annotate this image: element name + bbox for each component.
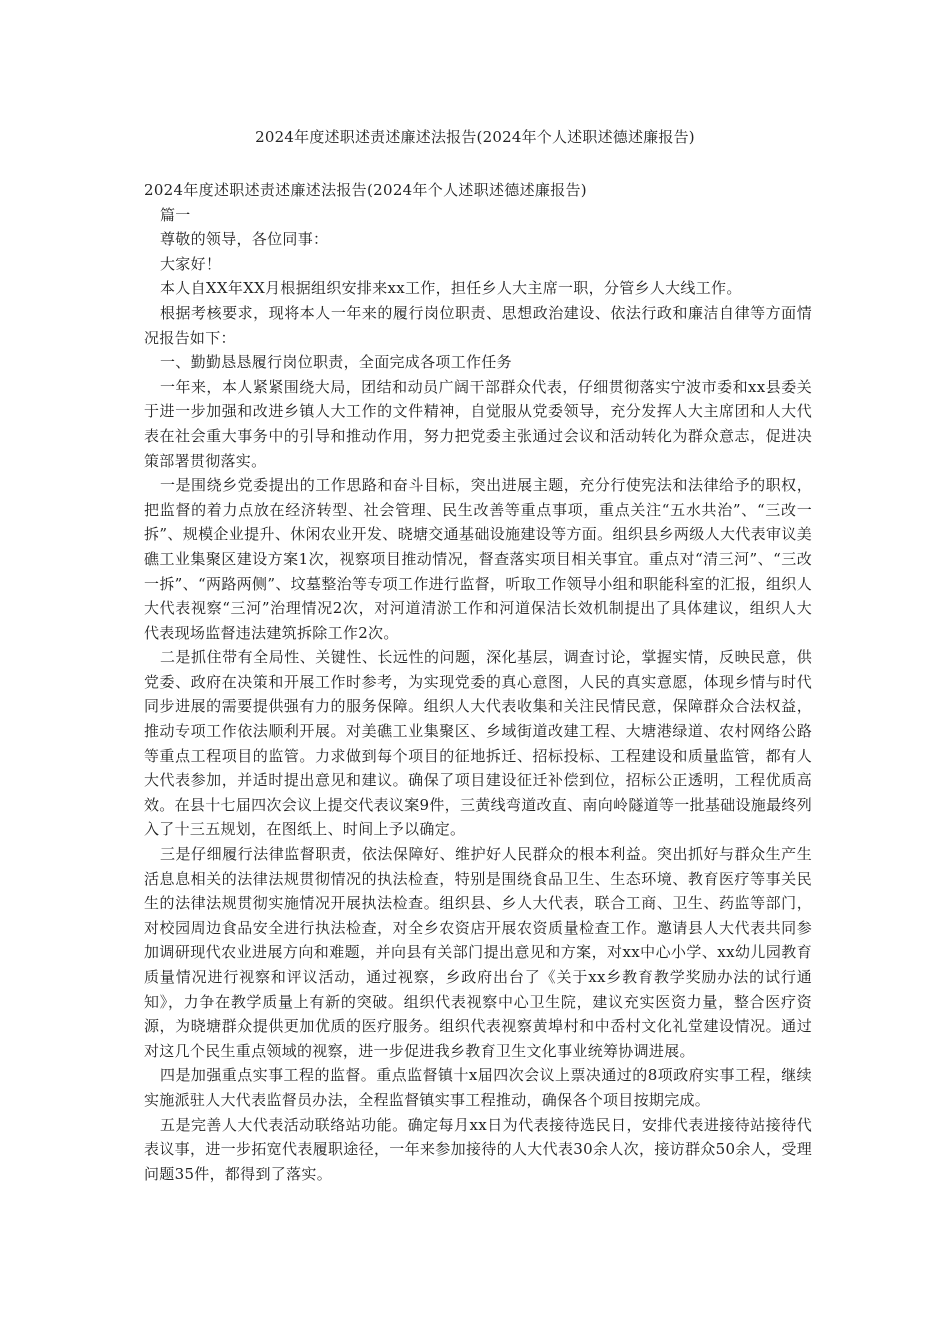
document-title: 2024年度述职述责述廉述法报告(2024年个人述职述德述廉报告) bbox=[255, 128, 695, 146]
paragraph-section-label: 篇一 bbox=[160, 205, 191, 224]
paragraph-point-five: 五是完善人大代表活动联络站功能。确定每月xx日为代表接待选民日，安排代表进接待站接待代表议事，进一步拓宽代表履职途径，一年来参加接待的人大代表30余人次，接访群众50余人，受理问题35件，都得到了落实。 bbox=[144, 1115, 812, 1183]
document-body bbox=[144, 178, 812, 1186]
paragraph-greeting: 大家好！ bbox=[160, 254, 222, 273]
paragraph-heading-one: 一、勤勤恳恳履行岗位职责，全面完成各项工作任务 bbox=[160, 353, 512, 372]
paragraph-point-one: 一是围绕乡党委提出的工作思路和奋斗目标，突出进展主题，充分行使宪法和法律给予的职权，把监督的着力点放在经济转型、社会管理、民生改善等重点事项，重点关注“五水共治”、“三改一拆”、规模企业提升、休闲农业开发、晓塘交通基础设施建设等方面。组织县乡两级人大代表审议美礁工业集聚区建设方案1次，视察项目推动情况，督查落实项目相关事宜。重点对“清三河”、“三改一拆”、“两路两侧”、坟墓整治等专项工作进行监督，听取工作领导小组和职能科室的汇报，组织人大代表视察“三河”治理情况2次，对河道清淤工作和河道保洁长效机制提出了具体建议，组织人大代表现场监督违法建筑拆除工作2次。 bbox=[144, 476, 812, 642]
document-subtitle: 2024年度述职述责述廉述法报告(2024年个人述职述德述廉报告) bbox=[144, 181, 587, 199]
paragraph-point-three: 三是仔细履行法律监督职责，依法保障好、维护好人民群众的根本利益。突出抓好与群众生产生活息息相关的法律法规贯彻情况的执法检查，特别是围绕食品卫生、生态环境、教育医疗等事关民生的法律法规贯彻实施情况开展执法检查。组织县、乡人大代表，联合工商、卫生、药监等部门，对校园周边食品安全进行执法检查，对全乡农资店开展农资质量检查工作。邀请县人大代表共同参加调研现代农业进展方向和难题，并向县有关部门提出意见和方案，对xx中心小学、xx幼儿园教育质量情况进行视察和评议活动，通过视察，乡政府出台了《关于xx乡教育教学奖励办法的试行通知》，力争在教学质量上有新的突破。组织代表视察中心卫生院，建议充实医资力量，整合医疗资源，为晓塘群众提供更加优质的医疗服务。组织代表视察黄埠村和中岙村文化礼堂建设情况。通过对这几个民生重点领域的视察，进一步促进我乡教育卫生文化事业统筹协调进展。 bbox=[144, 845, 812, 1060]
paragraph-point-two: 二是抓住带有全局性、关键性、长远性的问题，深化基层，调查讨论，掌握实情，反映民意，供党委、政府在决策和开展工作时参考，为实现党委的真心意图，人民的真实意愿，体现乡情与时代同步进展的需要提供强有力的服务保障。组织人大代表收集和关注民情民意，保障群众合法权益，推动专项工作依法顺利开展。对美礁工业集聚区、乡域街道改建工程、大塘港绿道、农村网络公路等重点工程项目的监管。力求做到每个项目的征地拆迁、招标投标、工程建设和质量监管，都有人大代表参加，并适时提出意见和建议。确保了项目建设征迁补偿到位，招标公正透明，工程优质高效。在县十七届四次会议上提交代表议案9件，三黄线弯道改直、南向岭隧道等一批基础设施最终列入了十三五规划，在图纸上、时间上予以确定。 bbox=[144, 648, 812, 839]
paragraph-intro: 本人自XX年XX月根据组织安排来xx工作，担任乡人大主席一职，分管乡人大线工作。 bbox=[160, 279, 742, 298]
paragraph-overview: 一年来，本人紧紧围绕大局，团结和动员广阔干部群众代表，仔细贯彻落实宁波市委和xx县委关于进一步加强和改进乡镇人大工作的文件精神，自觉服从党委领导，充分发挥人大主席团和人大代表在社会重大事务中的引导和推动作用，努力把党委主张通过会议和活动转化为群众意志，促进决策部署贯彻落实。 bbox=[144, 377, 812, 470]
paragraph-report-scope: 根据考核要求，现将本人一年来的履行岗位职责、思想政治建设、依法行政和廉洁自律等方面情况报告如下： bbox=[144, 303, 812, 347]
paragraph-salutation: 尊敬的领导，各位同事： bbox=[160, 230, 329, 249]
paragraph-point-four: 四是加强重点实事工程的监督。重点监督镇十x届四次会议上票决通过的8项政府实事工程，继续实施派驻人大代表监督员办法，全程监督镇实事工程推动，确保各个项目按期完成。 bbox=[144, 1066, 812, 1109]
